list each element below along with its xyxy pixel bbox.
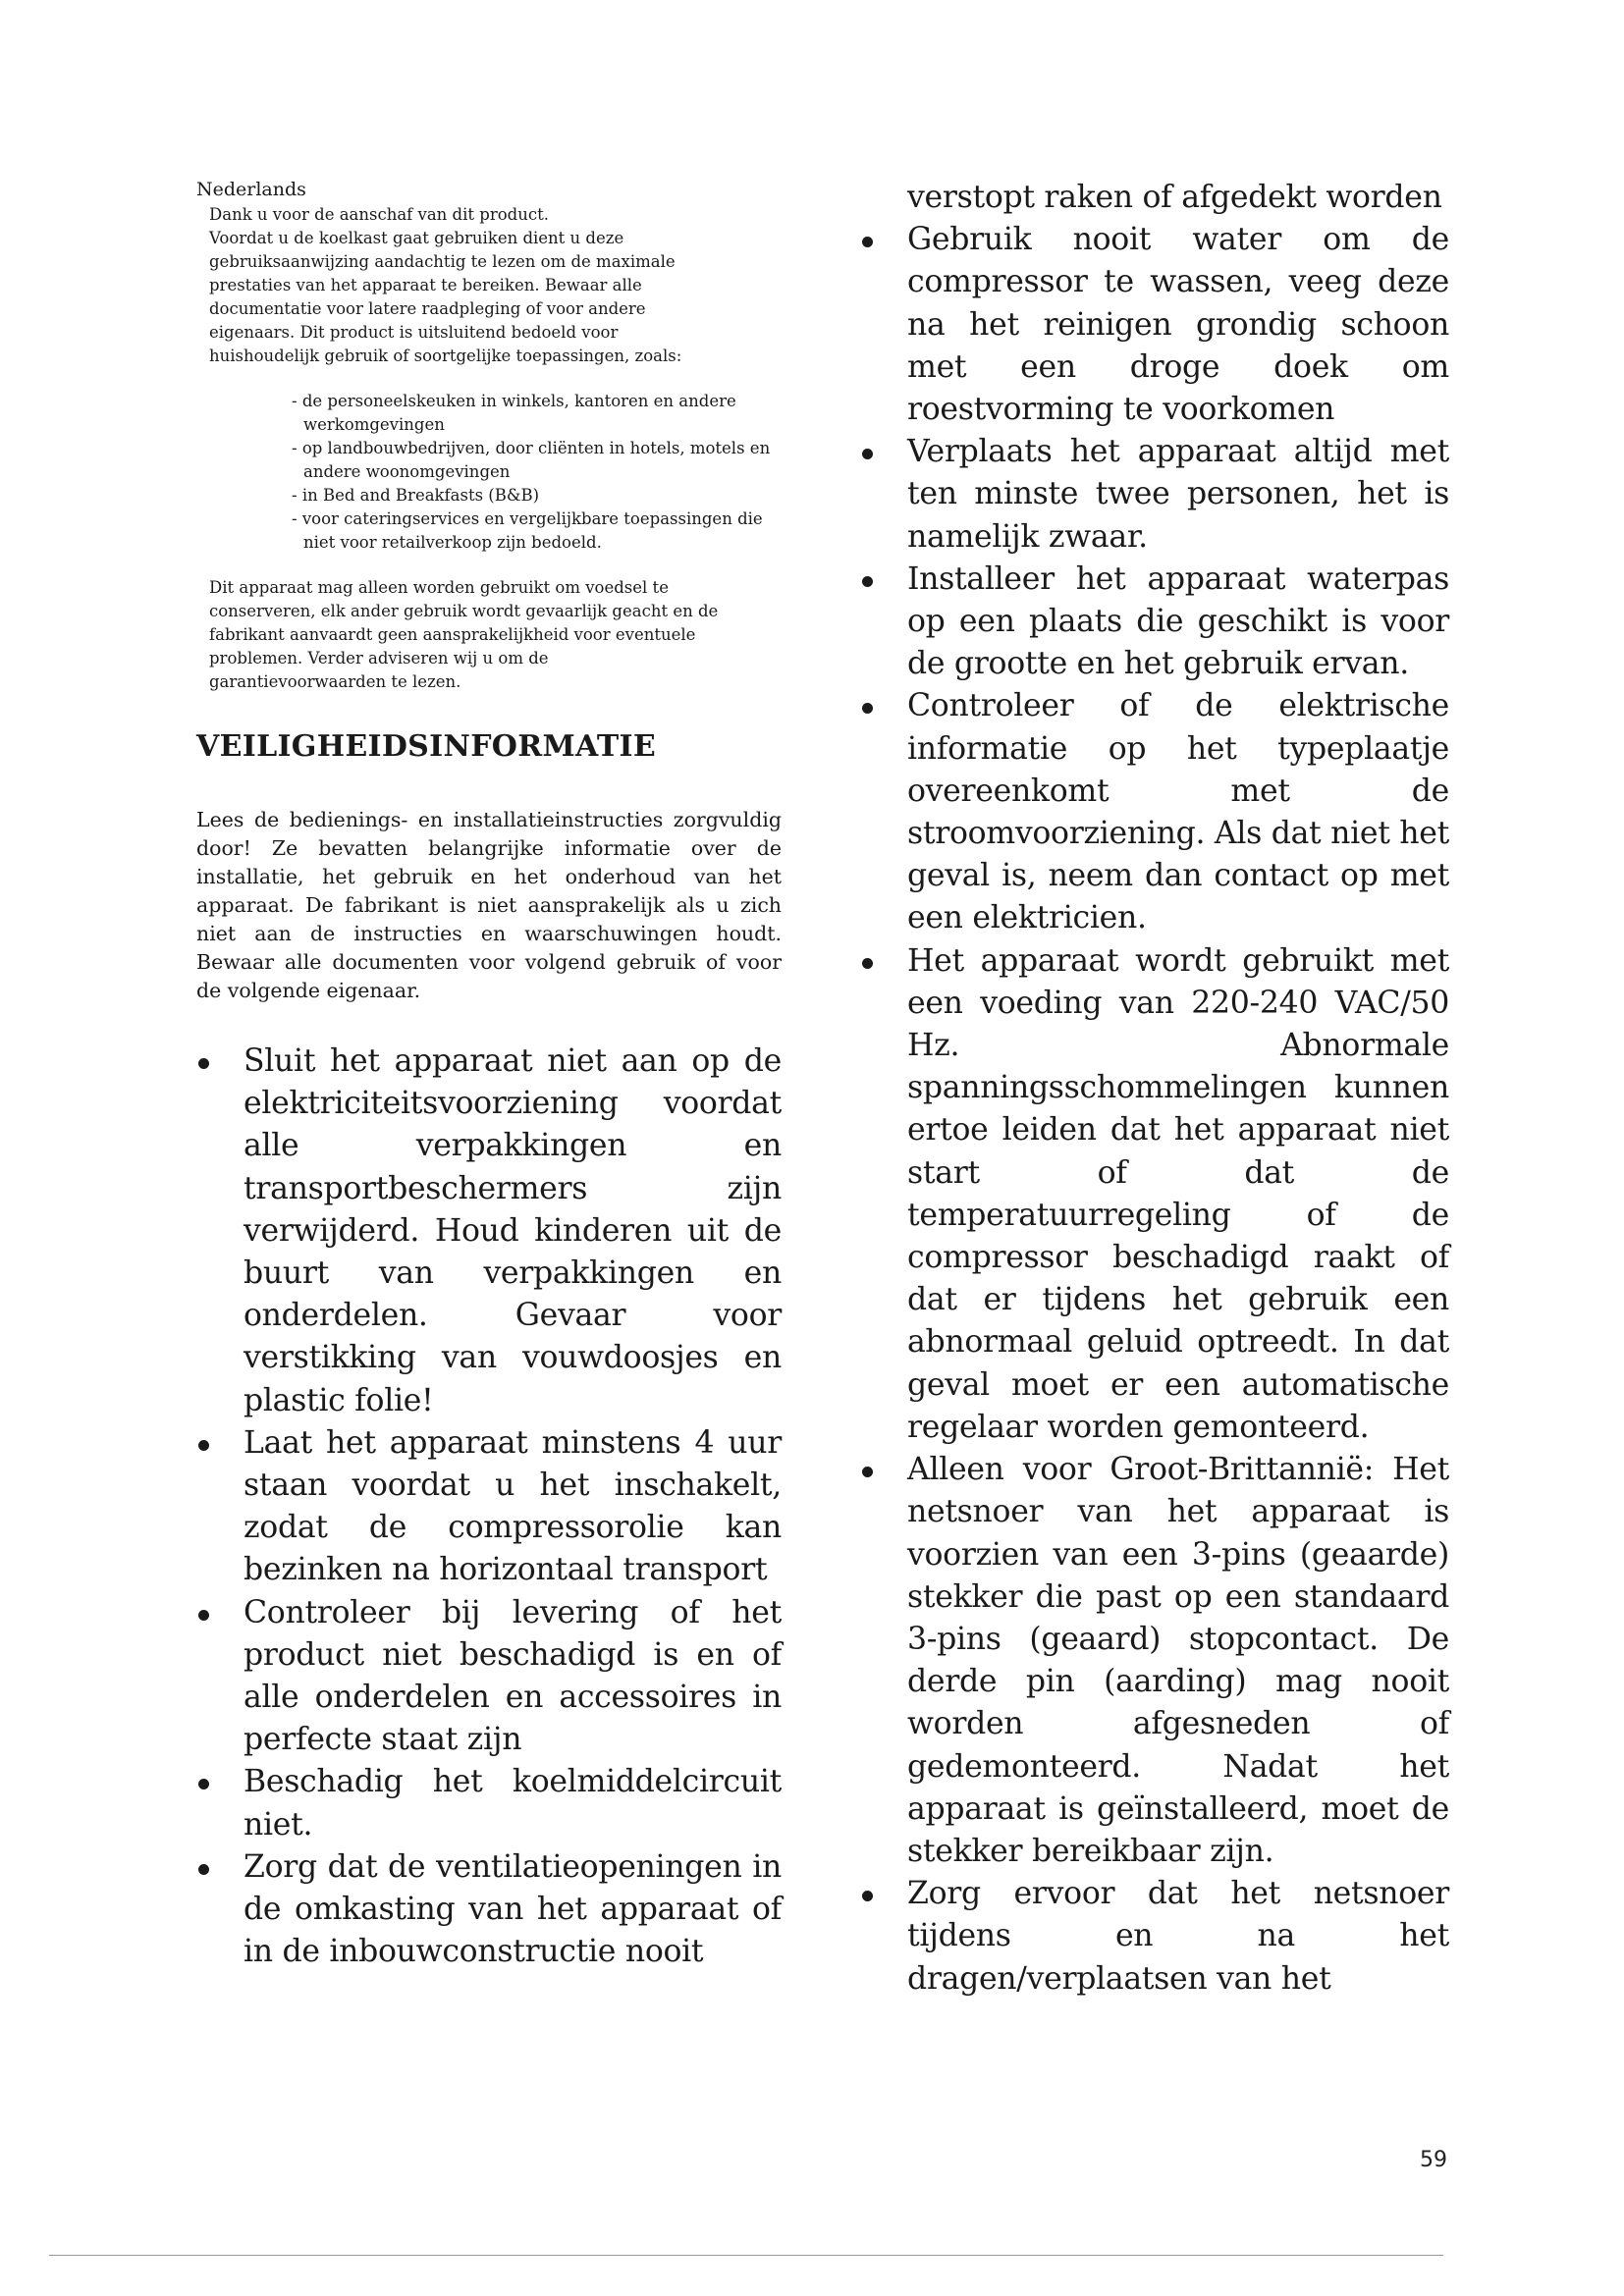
bullet-item — [196, 1041, 782, 1422]
bullet-icon — [198, 1779, 209, 1789]
bullet-item — [860, 219, 1449, 431]
list-item: - de personeelskeuken in winkels, kantoren en andere werkomgevingen — [292, 392, 736, 434]
bullet-icon — [862, 703, 873, 714]
warning-line: Dit apparaat mag alleen worden gebruikt om voedsel te — [209, 578, 669, 597]
bullet-item — [860, 685, 1449, 939]
safety-bullet-list-left — [196, 1041, 782, 1973]
bullet-icon — [198, 1440, 209, 1451]
warning-line: fabrikant aanvaardt geen aansprakelijkheid voor eventuele — [209, 625, 696, 644]
bullet-text: Beschadig het koelmiddelcircuit niet. — [244, 1764, 782, 1842]
section-heading: VEILIGHEIDSINFORMATIE — [196, 729, 657, 764]
page-number: 59 — [1420, 2148, 1447, 2172]
bullet-icon — [862, 449, 873, 459]
bullet-text: Gebruik nooit water om de compressor te wassen, veeg deze na het reinigen grondig schoon met een droge doek om roestvorming te voorkomen — [907, 222, 1449, 428]
intro-line: gebruiksaanwijzing aandachtig te lezen om de maximale — [209, 252, 676, 271]
bullet-icon — [862, 237, 873, 247]
bullet-text: Installeer het apparaat waterpas op een plaats die geschikt is voor de grootte en het gebruik ervan. — [907, 561, 1449, 682]
intro-line: prestaties van het apparaat te bereiken. Bewaar alle — [209, 276, 642, 294]
intro-line: Voordat u de koelkast gaat gebruiken dient u deze — [209, 229, 624, 247]
bullet-icon — [862, 958, 873, 969]
intro-paragraph — [196, 203, 782, 368]
list-item: - op landbouwbedrijven, door cliënten in hotels, motels en andere woonomgevingen — [292, 439, 771, 481]
bullet-item — [196, 1761, 782, 1845]
bullet-item — [860, 940, 1449, 1449]
bullet-icon — [862, 1891, 873, 1901]
bullet-text: Alleen voor Groot-Brittannië: Het netsnoer van het apparaat is voorzien van een 3-pins (geaarde) stekker die past op een standaard 3-pins (geaard) stopcontact. De derde pin (aarding) mag nooit worden afgesneden of gedemonteerd. Nadat het apparaat is geïnstalleerd, moet de stekker bereikbaar zijn. — [907, 1452, 1449, 1869]
bullet-item — [860, 431, 1449, 559]
bullet-text: Het apparaat wordt gebruikt met een voeding van 220-240 VAC/50 Hz. Abnormale spanningsschommelingen kunnen ertoe leiden dat het apparaat niet start of dat de temperatuurregeling of de compressor beschadigd raakt of dat er tijdens het gebruik een abnormaal geluid optreedt. In dat geval moet er een automatische regelaar worden gemonteerd. — [907, 942, 1449, 1445]
bullet-icon — [862, 1467, 873, 1477]
language-label: Nederlands — [196, 179, 306, 200]
bullet-item — [860, 1873, 1449, 2001]
right-column — [860, 177, 1449, 2001]
uses-list — [196, 390, 782, 555]
bullet-text: Controleer of de elektrische informatie op het typeplaatje overeenkomt met de stroomvoorziening. Als dat niet het geval is, neem dan contact op met een elektricien. — [907, 688, 1449, 936]
intro-line: documentatie voor latere raadpleging of voor andere — [209, 299, 646, 318]
list-item: - in Bed and Breakfasts (B&B) — [292, 486, 540, 505]
bullet-text: Sluit het apparaat niet aan op de elektriciteitsvoorziening voordat alle verpakkingen en transportbeschermers zijn verwijderd. Houd kinderen uit de buurt van verpakkingen en onderdelen. Gevaar voor verstikking van vouwdoosjes en plastic folie! — [244, 1043, 782, 1418]
intro-line: eigenaars. Dit product is uitsluitend bedoeld voor — [209, 323, 619, 342]
bullet-icon — [198, 1610, 209, 1621]
bullet-text: Verplaats het apparaat altijd met ten minste twee personen, het is namelijk zwaar. — [907, 434, 1449, 555]
bullet-icon — [862, 576, 873, 587]
bullet-item — [860, 559, 1449, 686]
bullet-icon — [198, 1058, 209, 1069]
bullet-item — [196, 1592, 782, 1762]
warning-line: problemen. Verder adviseren wij u om de — [209, 649, 549, 667]
left-column — [196, 177, 782, 1973]
safety-intro-paragraph: Lees de bedienings- en installatieinstructies zorgvuldig door! Ze bevatten belangrijke informatie over de installatie, het gebruik en het onderhoud van het apparaat. De fabrikant is niet aansprakelijk als u zich niet aan de instructies en waarschuwingen houdt. Bewaar alle documenten voor volgend gebruik of voor de volgende eigenaar. — [196, 808, 782, 1002]
bullet-item — [196, 1846, 782, 1974]
warning-line: garantievoorwaarden te lezen. — [209, 672, 461, 691]
warning-line: conserveren, elk ander gebruik wordt gevaarlijk geacht en de — [209, 602, 719, 620]
bullet-continuation: verstopt raken of afgedekt worden — [907, 180, 1442, 215]
bullet-text: Zorg dat de ventilatieopeningen in de omkasting van het apparaat of in de inbouwconstructie nooit — [244, 1848, 782, 1970]
intro-line: Dank u voor de aanschaf van dit product. — [209, 205, 549, 224]
bullet-icon — [198, 1864, 209, 1875]
intro-line: huishoudelijk gebruik of soortgelijke toepassingen, zoals: — [209, 347, 682, 365]
warning-paragraph — [196, 576, 782, 694]
bullet-item — [860, 1449, 1449, 1873]
bullet-text: Laat het apparaat minstens 4 uur staan voordat u het inschakelt, zodat de compressorolie kan bezinken na horizontaal transport — [244, 1424, 782, 1588]
bullet-text: Zorg ervoor dat het netsnoer tijdens en na het dragen/verplaatsen van het — [907, 1876, 1449, 1997]
footer-divider — [49, 2255, 1443, 2256]
list-item: - voor cateringservices en vergelijkbare toepassingen die niet voor retailverkoop zijn bedoeld. — [292, 509, 763, 552]
bullet-item — [196, 1422, 782, 1592]
bullet-text: Controleer bij levering of het product niet beschadigd is en of alle onderdelen en accessoires in perfecte staat zijn — [244, 1594, 782, 1758]
safety-bullet-list-right — [860, 219, 1449, 2001]
